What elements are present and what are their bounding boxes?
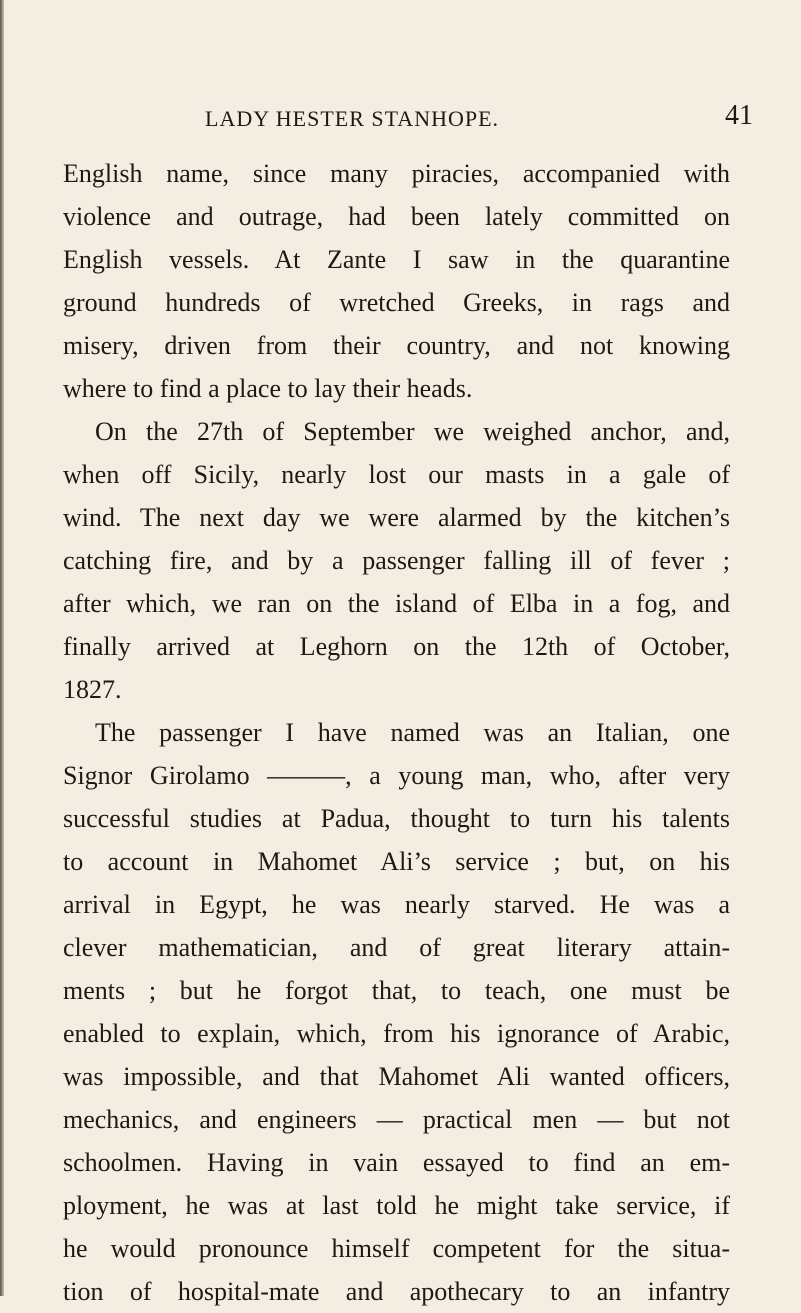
text-line: The passenger I have named was an Italian, one xyxy=(95,718,730,747)
text-line: enabled to explain, which, from his ignorance of Arabic, xyxy=(63,1019,730,1048)
running-head xyxy=(0,100,801,140)
text-line: after which, we ran on the island of Elba in a fog, and xyxy=(63,589,730,618)
text-line: English vessels. At Zante I saw in the quarantine xyxy=(63,245,730,274)
text-line: where to find a place to lay their heads. xyxy=(63,374,473,403)
text-line: was impossible, and that Mahomet Ali wanted officers, xyxy=(63,1062,730,1091)
body-text xyxy=(63,152,730,1313)
text-line: 1827. xyxy=(63,675,122,704)
text-line: violence and outrage, had been lately committed on xyxy=(63,202,730,231)
text-line: successful studies at Padua, thought to turn his talents xyxy=(63,804,730,833)
text-line: arrival in Egypt, he was nearly starved. He was a xyxy=(63,890,730,919)
page-number: 41 xyxy=(725,100,753,131)
text-line: clever mathematician, and of great literary attain- xyxy=(63,933,730,962)
text-line: ground hundreds of wretched Greeks, in rags and xyxy=(63,288,730,317)
page-edge xyxy=(0,0,4,1296)
text-line: tion of hospital-mate and apothecary to an infantry xyxy=(63,1277,730,1306)
text-line: mechanics, and engineers — practical men — but not xyxy=(63,1105,730,1134)
text-line: English name, since many piracies, accompanied with xyxy=(63,159,730,188)
text-line: ployment, he was at last told he might take service, if xyxy=(63,1191,730,1220)
running-head-title: LADY HESTER STANHOPE. xyxy=(205,106,500,131)
text-line: ments ; but he forgot that, to teach, one must be xyxy=(63,976,730,1005)
text-line: schoolmen. Having in vain essayed to find an em- xyxy=(63,1148,730,1177)
text-line: when off Sicily, nearly lost our masts in a gale of xyxy=(63,460,730,489)
text-line: he would pronounce himself competent for the situa- xyxy=(63,1234,730,1263)
text-line: On the 27th of September we weighed anchor, and, xyxy=(95,417,730,446)
text-line: to account in Mahomet Ali’s service ; but, on his xyxy=(63,847,730,876)
text-line: finally arrived at Leghorn on the 12th of October, xyxy=(63,632,730,661)
text-line: misery, driven from their country, and not knowing xyxy=(63,331,730,360)
text-line: catching fire, and by a passenger falling ill of fever ; xyxy=(63,546,730,575)
text-line: wind. The next day we were alarmed by the kitchen’s xyxy=(63,503,730,532)
text-line: Signor Girolamo ———, a young man, who, after very xyxy=(63,761,730,790)
